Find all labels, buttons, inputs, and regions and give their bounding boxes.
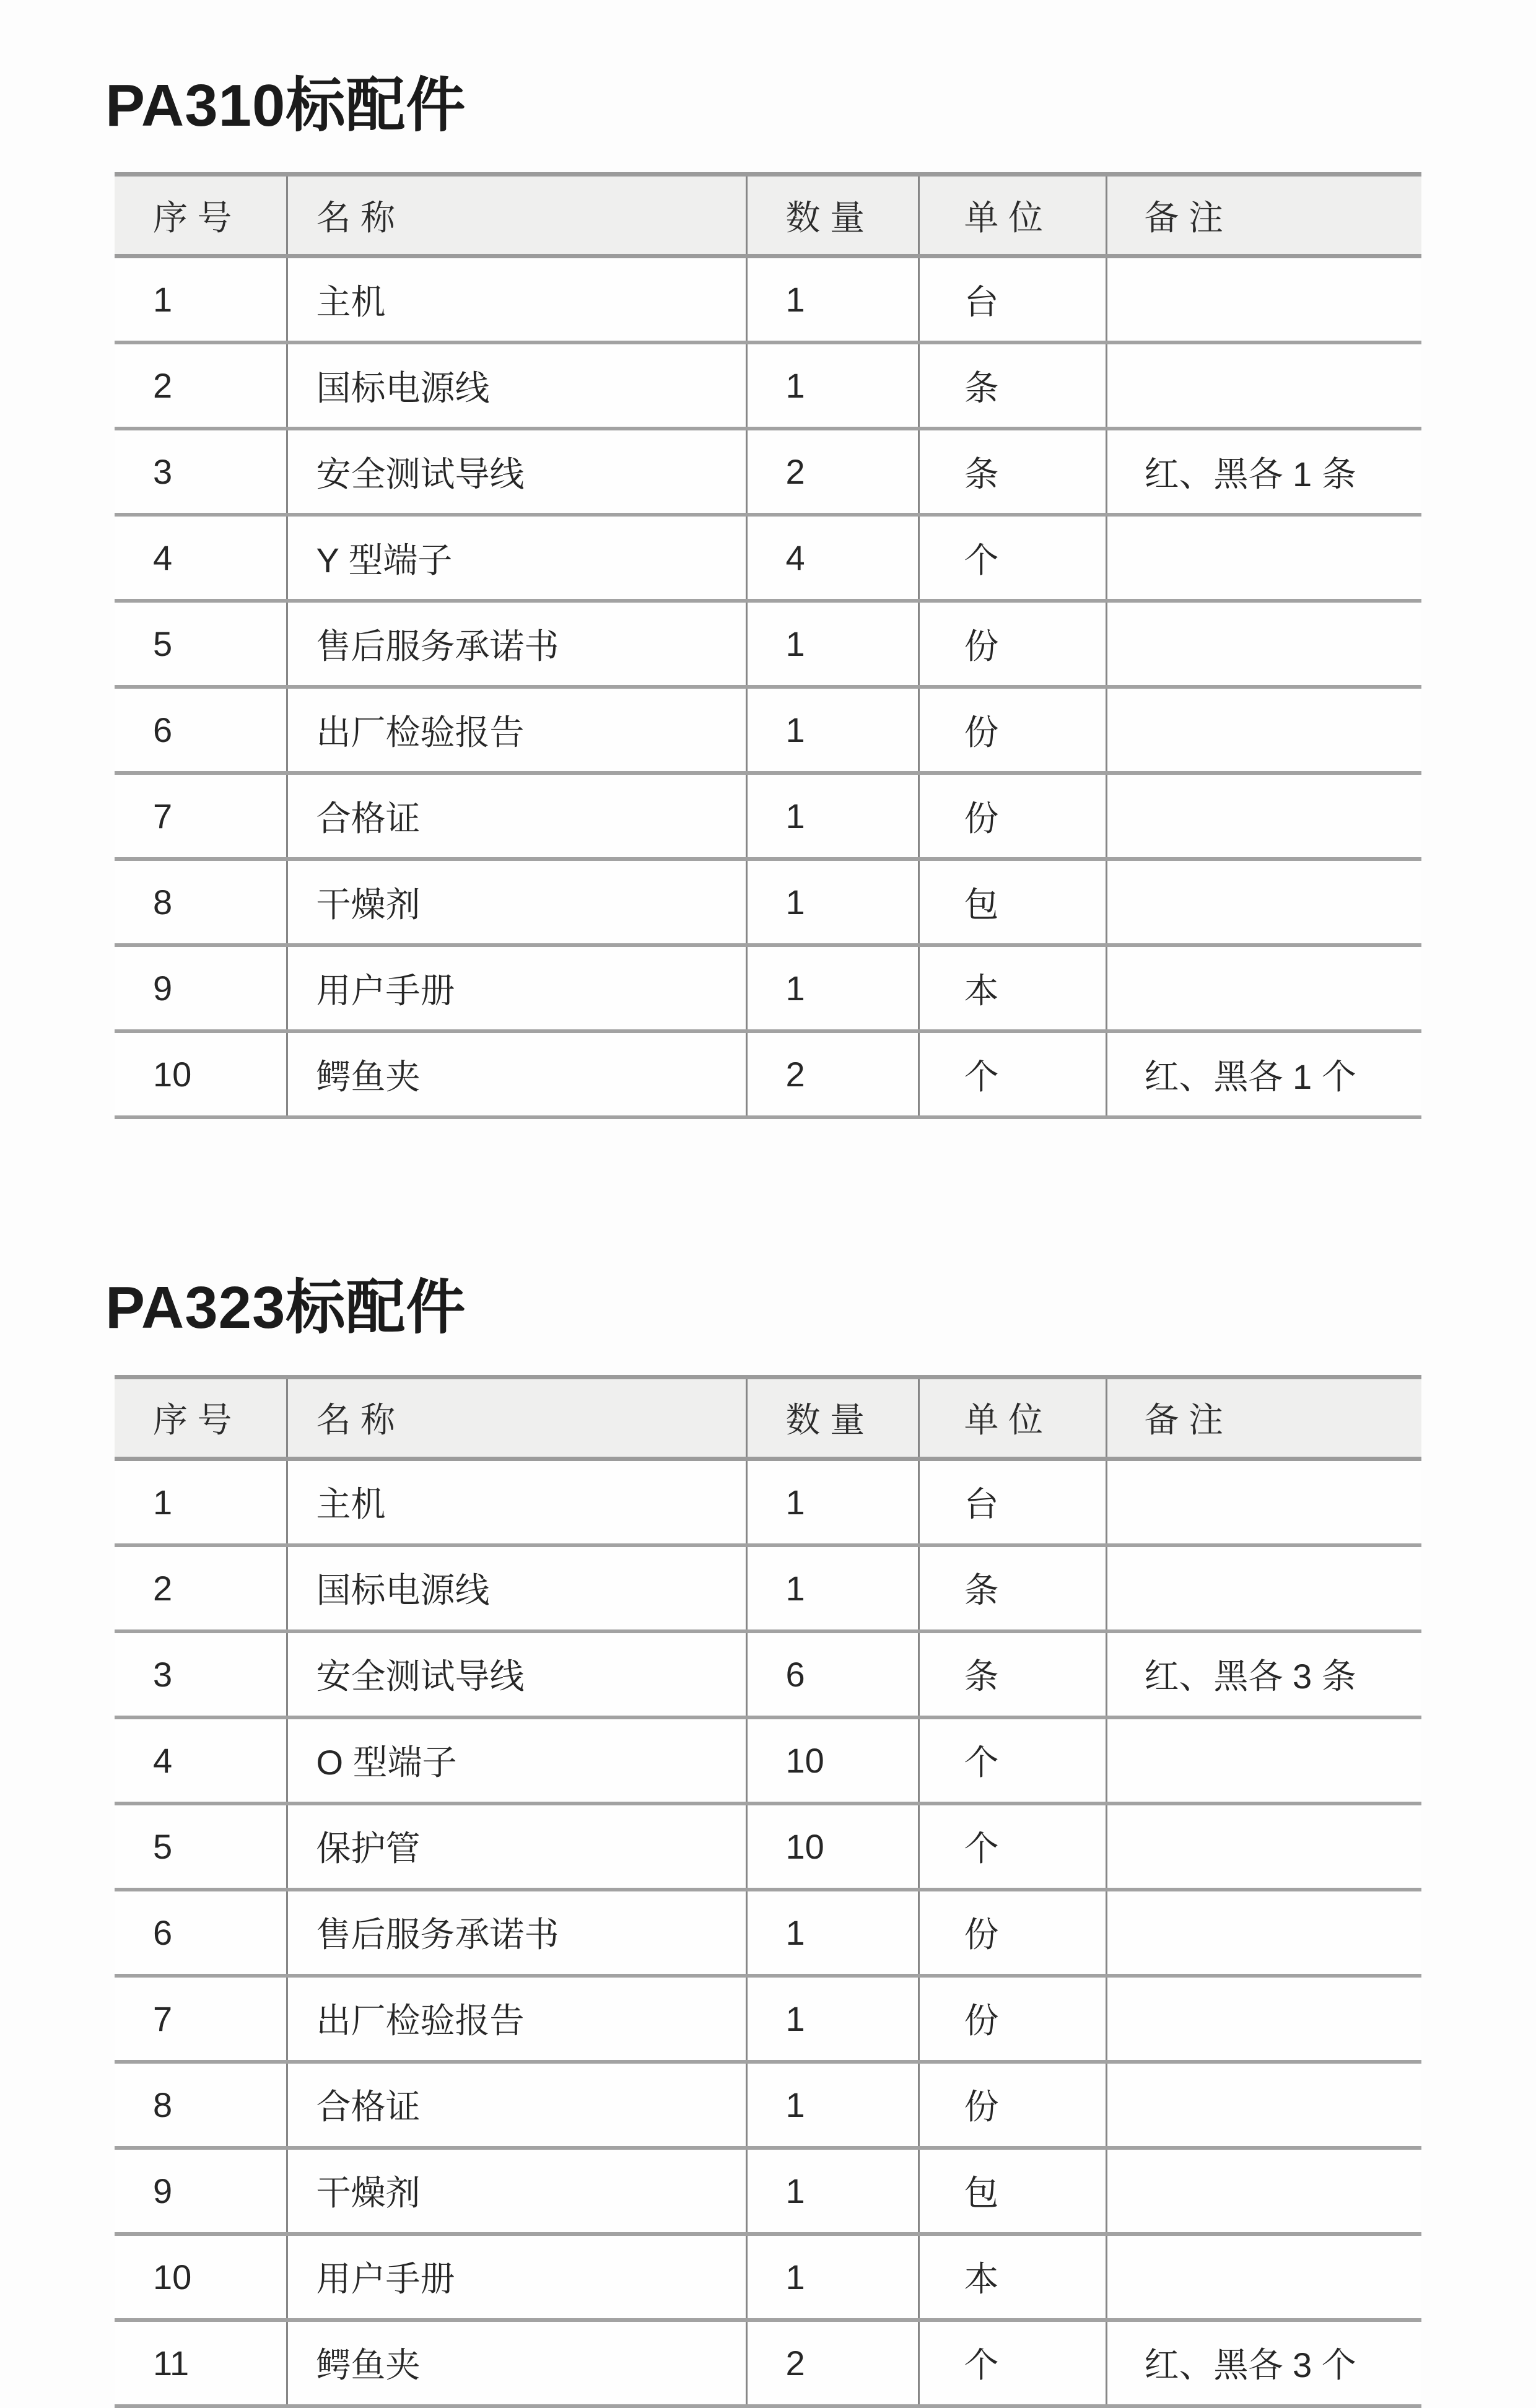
cell-seq: 3 <box>115 1631 287 1717</box>
cell-qty: 1 <box>746 2148 919 2234</box>
cell-seq: 1 <box>115 256 287 343</box>
cell-remark: 红、黑各 3 条 <box>1106 1631 1421 1717</box>
cell-unit: 条 <box>919 342 1106 429</box>
table-row <box>115 1890 1421 1976</box>
table-row <box>115 2320 1421 2406</box>
cell-unit: 本 <box>919 945 1106 1031</box>
table-row <box>115 256 1421 343</box>
table-row <box>115 429 1421 515</box>
cell-name: 国标电源线 <box>287 342 746 429</box>
cell-qty: 1 <box>746 859 919 945</box>
table-header <box>115 175 1421 256</box>
cell-qty: 1 <box>746 1459 919 1545</box>
cell-unit: 份 <box>919 687 1106 773</box>
column-header-name: 名 称 <box>287 175 746 256</box>
cell-unit: 台 <box>919 256 1106 343</box>
column-header-unit: 单 位 <box>919 1377 1106 1459</box>
cell-remark <box>1106 601 1421 687</box>
pa310-accessory-table <box>115 172 1421 1119</box>
cell-seq: 9 <box>115 2148 287 2234</box>
cell-remark <box>1106 515 1421 601</box>
cell-qty: 6 <box>746 1631 919 1717</box>
cell-seq: 3 <box>115 429 287 515</box>
header-row <box>115 1377 1421 1459</box>
cell-qty: 10 <box>746 1717 919 1804</box>
cell-qty: 1 <box>746 2062 919 2148</box>
cell-name: 干燥剂 <box>287 859 746 945</box>
cell-qty: 1 <box>746 1890 919 1976</box>
cell-name: 保护管 <box>287 1804 746 1890</box>
cell-seq: 6 <box>115 687 287 773</box>
cell-unit: 份 <box>919 1890 1106 1976</box>
cell-seq: 10 <box>115 2234 287 2320</box>
cell-qty: 4 <box>746 515 919 601</box>
cell-qty: 10 <box>746 1804 919 1890</box>
section-title-pa310: PA310标配件 <box>105 72 466 139</box>
cell-name: 安全测试导线 <box>287 429 746 515</box>
column-header-remark: 备 注 <box>1106 1377 1421 1459</box>
cell-unit: 个 <box>919 1804 1106 1890</box>
cell-seq: 7 <box>115 773 287 859</box>
table-row <box>115 342 1421 429</box>
cell-name: 合格证 <box>287 773 746 859</box>
cell-qty: 2 <box>746 2320 919 2406</box>
cell-unit: 包 <box>919 859 1106 945</box>
cell-unit: 个 <box>919 515 1106 601</box>
cell-name: 售后服务承诺书 <box>287 1890 746 1976</box>
cell-remark <box>1106 342 1421 429</box>
cell-qty: 2 <box>746 1031 919 1117</box>
cell-name: 干燥剂 <box>287 2148 746 2234</box>
cell-name: 国标电源线 <box>287 1545 746 1631</box>
cell-remark <box>1106 1804 1421 1890</box>
cell-unit: 台 <box>919 1459 1106 1545</box>
cell-remark <box>1106 2062 1421 2148</box>
cell-remark <box>1106 773 1421 859</box>
cell-name: 用户手册 <box>287 2234 746 2320</box>
cell-unit: 包 <box>919 2148 1106 2234</box>
table-row <box>115 1804 1421 1890</box>
cell-name: 用户手册 <box>287 945 746 1031</box>
column-header-unit: 单 位 <box>919 175 1106 256</box>
cell-qty: 1 <box>746 945 919 1031</box>
cell-unit: 个 <box>919 1031 1106 1117</box>
cell-unit: 个 <box>919 1717 1106 1804</box>
column-header-remark: 备 注 <box>1106 175 1421 256</box>
cell-qty: 1 <box>746 1976 919 2062</box>
cell-name: 出厂检验报告 <box>287 1976 746 2062</box>
cell-remark <box>1106 1890 1421 1976</box>
column-header-seq: 序 号 <box>115 1377 287 1459</box>
cell-qty: 1 <box>746 773 919 859</box>
table-row <box>115 773 1421 859</box>
table-row <box>115 2234 1421 2320</box>
cell-remark <box>1106 256 1421 343</box>
cell-unit: 条 <box>919 1631 1106 1717</box>
cell-unit: 份 <box>919 1976 1106 2062</box>
cell-seq: 6 <box>115 1890 287 1976</box>
table-body <box>115 256 1421 1118</box>
cell-name: 主机 <box>287 256 746 343</box>
cell-seq: 2 <box>115 1545 287 1631</box>
cell-remark <box>1106 687 1421 773</box>
table-row <box>115 2062 1421 2148</box>
column-header-seq: 序 号 <box>115 175 287 256</box>
table-row <box>115 1717 1421 1804</box>
column-header-qty: 数 量 <box>746 175 919 256</box>
cell-seq: 9 <box>115 945 287 1031</box>
cell-remark <box>1106 1545 1421 1631</box>
cell-unit: 条 <box>919 1545 1106 1631</box>
table-row <box>115 687 1421 773</box>
cell-remark <box>1106 1976 1421 2062</box>
table-body <box>115 1459 1421 2406</box>
column-header-name: 名 称 <box>287 1377 746 1459</box>
cell-unit: 份 <box>919 773 1106 859</box>
cell-remark <box>1106 945 1421 1031</box>
cell-name: Y 型端子 <box>287 515 746 601</box>
table-row <box>115 1976 1421 2062</box>
cell-qty: 1 <box>746 2234 919 2320</box>
cell-seq: 4 <box>115 1717 287 1804</box>
cell-qty: 2 <box>746 429 919 515</box>
cell-seq: 7 <box>115 1976 287 2062</box>
table-row <box>115 1545 1421 1631</box>
cell-qty: 1 <box>746 1545 919 1631</box>
table-header <box>115 1377 1421 1459</box>
table-row <box>115 859 1421 945</box>
table-row <box>115 1459 1421 1545</box>
header-row <box>115 175 1421 256</box>
cell-remark: 红、黑各 1 个 <box>1106 1031 1421 1117</box>
cell-name: 售后服务承诺书 <box>287 601 746 687</box>
cell-remark <box>1106 1717 1421 1804</box>
section-title-pa323: PA323标配件 <box>105 1275 466 1341</box>
cell-name: 合格证 <box>287 2062 746 2148</box>
cell-seq: 2 <box>115 342 287 429</box>
cell-remark <box>1106 2234 1421 2320</box>
table-row <box>115 515 1421 601</box>
cell-unit: 份 <box>919 2062 1106 2148</box>
pa323-accessory-table <box>115 1375 1421 2408</box>
cell-seq: 10 <box>115 1031 287 1117</box>
cell-name: 出厂检验报告 <box>287 687 746 773</box>
cell-unit: 份 <box>919 601 1106 687</box>
cell-name: 安全测试导线 <box>287 1631 746 1717</box>
cell-remark: 红、黑各 3 个 <box>1106 2320 1421 2406</box>
cell-remark <box>1106 2148 1421 2234</box>
cell-remark <box>1106 1459 1421 1545</box>
cell-name: 主机 <box>287 1459 746 1545</box>
cell-qty: 1 <box>746 342 919 429</box>
cell-name: O 型端子 <box>287 1717 746 1804</box>
cell-qty: 1 <box>746 601 919 687</box>
cell-unit: 本 <box>919 2234 1106 2320</box>
cell-seq: 11 <box>115 2320 287 2406</box>
cell-remark: 红、黑各 1 条 <box>1106 429 1421 515</box>
cell-name: 鳄鱼夹 <box>287 2320 746 2406</box>
cell-seq: 1 <box>115 1459 287 1545</box>
cell-unit: 条 <box>919 429 1106 515</box>
cell-qty: 1 <box>746 687 919 773</box>
cell-seq: 4 <box>115 515 287 601</box>
cell-seq: 8 <box>115 859 287 945</box>
cell-seq: 8 <box>115 2062 287 2148</box>
table-row <box>115 601 1421 687</box>
table-row <box>115 945 1421 1031</box>
table-row <box>115 1031 1421 1117</box>
cell-name: 鳄鱼夹 <box>287 1031 746 1117</box>
table-row <box>115 1631 1421 1717</box>
cell-unit: 个 <box>919 2320 1106 2406</box>
column-header-qty: 数 量 <box>746 1377 919 1459</box>
table-row <box>115 2148 1421 2234</box>
cell-qty: 1 <box>746 256 919 343</box>
cell-seq: 5 <box>115 1804 287 1890</box>
cell-remark <box>1106 859 1421 945</box>
cell-seq: 5 <box>115 601 287 687</box>
